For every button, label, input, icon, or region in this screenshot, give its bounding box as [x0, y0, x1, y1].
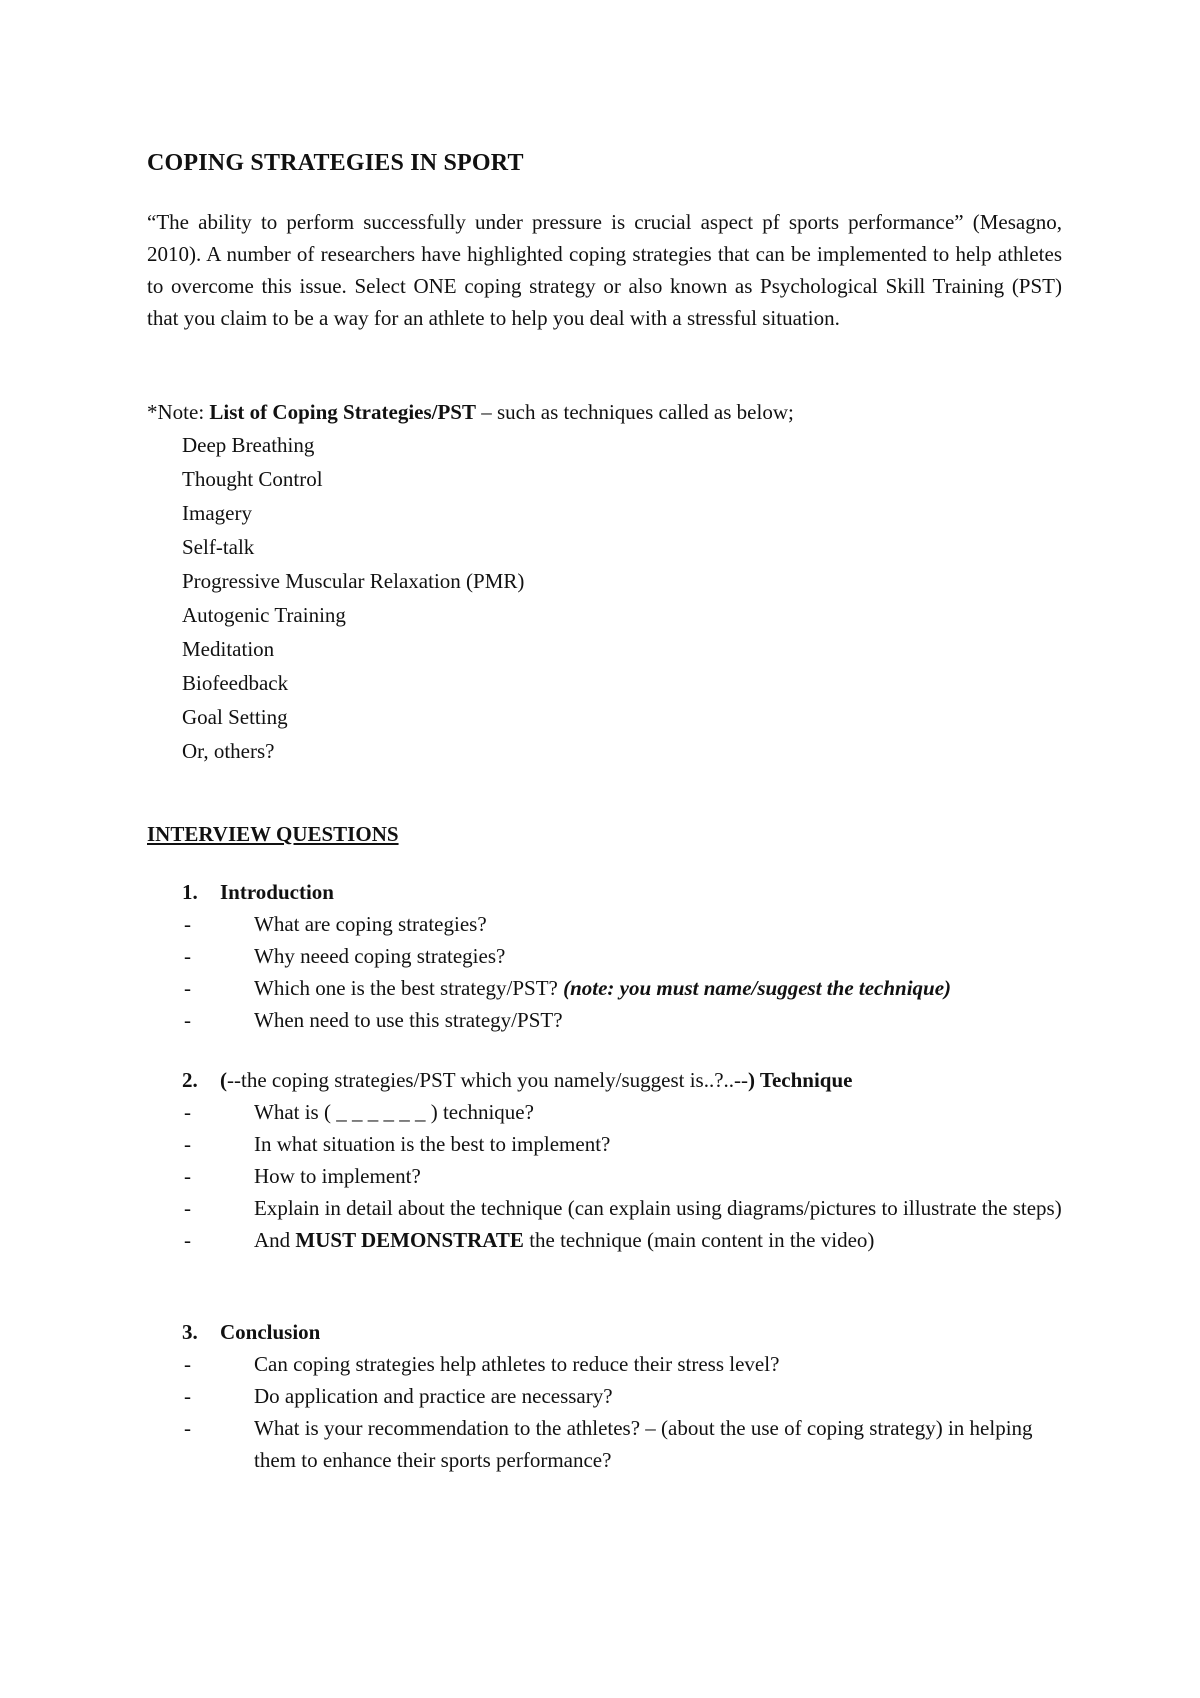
strategies-list — [182, 428, 524, 768]
question-text: Which one is the best strategy/PST? — [254, 976, 564, 1000]
strategy-item: Imagery — [182, 501, 252, 525]
question-list — [182, 1096, 1062, 1256]
question-text: Do application and practice are necessary? — [254, 1384, 613, 1408]
note-bold: List of Coping Strategies/PST — [209, 400, 476, 424]
question-text-bold: MUST DEMONSTRATE — [295, 1228, 524, 1252]
question-note: (note: you must name/suggest the technique) — [563, 976, 952, 1000]
question-text: Why neeed coping strategies? — [254, 944, 506, 968]
question-item — [182, 1004, 1062, 1036]
question-list — [182, 908, 1062, 1036]
dash-bullet: - — [184, 1008, 191, 1032]
interview-questions-heading: INTERVIEW QUESTIONS — [147, 822, 399, 846]
question-item — [182, 1380, 1062, 1412]
title-close: ) Technique — [748, 1068, 853, 1092]
question-section-technique — [182, 1064, 1062, 1256]
dash-bullet: - — [184, 912, 191, 936]
question-item — [182, 908, 1062, 940]
question-item — [182, 1192, 1062, 1224]
section-title — [182, 1064, 1062, 1096]
dash-bullet: - — [184, 944, 191, 968]
question-text: What is ( _ _ _ _ _ _ ) technique? — [254, 1100, 534, 1124]
strategy-item: Autogenic Training — [182, 603, 346, 627]
question-text: When need to use this strategy/PST? — [254, 1008, 563, 1032]
dash-bullet: - — [184, 1228, 191, 1252]
strategies-note — [147, 396, 794, 428]
question-item — [182, 1412, 1062, 1476]
strategy-item: Self-talk — [182, 535, 255, 559]
question-item — [182, 1096, 1062, 1128]
section-title-text: Introduction — [220, 880, 334, 904]
dash-bullet: - — [184, 1196, 191, 1220]
question-list — [182, 1348, 1062, 1476]
section-number: 3. — [182, 1320, 198, 1344]
strategy-item: Goal Setting — [182, 705, 288, 729]
question-text-pre: And — [254, 1228, 296, 1252]
strategy-item: Progressive Muscular Relaxation (PMR) — [182, 569, 525, 593]
question-item — [182, 1128, 1062, 1160]
dash-bullet: - — [184, 1416, 191, 1440]
title-open: ( — [220, 1068, 227, 1092]
question-item — [182, 1160, 1062, 1192]
strategy-item: Or, others? — [182, 739, 275, 763]
strategy-item: Meditation — [182, 637, 275, 661]
dash-bullet: - — [184, 1384, 191, 1408]
question-item — [182, 940, 1062, 972]
question-text: In what situation is the best to implement? — [254, 1132, 611, 1156]
dash-bullet: - — [184, 976, 191, 1000]
dash-bullet: - — [184, 1164, 191, 1188]
intro-paragraph: “The ability to perform successfully under pressure is crucial aspect pf sports performance” (Mesagno, 2010). A number of researchers have highlighted coping strategies that can be implemented to help athletes to overcome this issue. Select ONE coping strategy or also known as Psychological Skill Training (PST) that you claim to be a way for an athlete to help you deal with a stressful situation. — [147, 210, 1062, 330]
note-prefix: *Note: — [147, 400, 210, 424]
question-item — [182, 1224, 1062, 1256]
section-number: 1. — [182, 880, 198, 904]
strategy-item: Thought Control — [182, 467, 323, 491]
question-text: What is your recommendation to the athletes? – (about the use of coping strategy) in helping them to enhance their sports performance? — [254, 1416, 1033, 1472]
question-text: How to implement? — [254, 1164, 421, 1188]
question-text: Explain in detail about the technique (can explain using diagrams/pictures to illustrate the steps) — [254, 1196, 1062, 1220]
note-suffix: – such as techniques called as below; — [476, 400, 794, 424]
dash-bullet: - — [184, 1132, 191, 1156]
section-title-text: Conclusion — [220, 1320, 321, 1344]
strategy-item: Deep Breathing — [182, 433, 315, 457]
dash-bullet: - — [184, 1352, 191, 1376]
document-title: COPING STRATEGIES IN SPORT — [147, 150, 524, 176]
strategy-item: Biofeedback — [182, 671, 289, 695]
section-title — [182, 876, 1062, 908]
question-text: Can coping strategies help athletes to reduce their stress level? — [254, 1352, 780, 1376]
question-section-introduction — [182, 876, 1062, 1036]
question-item — [182, 1348, 1062, 1380]
question-text-post: the technique (main content in the video) — [523, 1228, 875, 1252]
question-section-conclusion — [182, 1316, 1062, 1476]
section-number: 2. — [182, 1068, 198, 1092]
question-item — [182, 972, 1062, 1004]
title-mid: --the coping strategies/PST which you namely/suggest is..?..-- — [227, 1068, 749, 1092]
dash-bullet: - — [184, 1100, 191, 1124]
section-title — [182, 1316, 1062, 1348]
question-text: What are coping strategies? — [254, 912, 487, 936]
